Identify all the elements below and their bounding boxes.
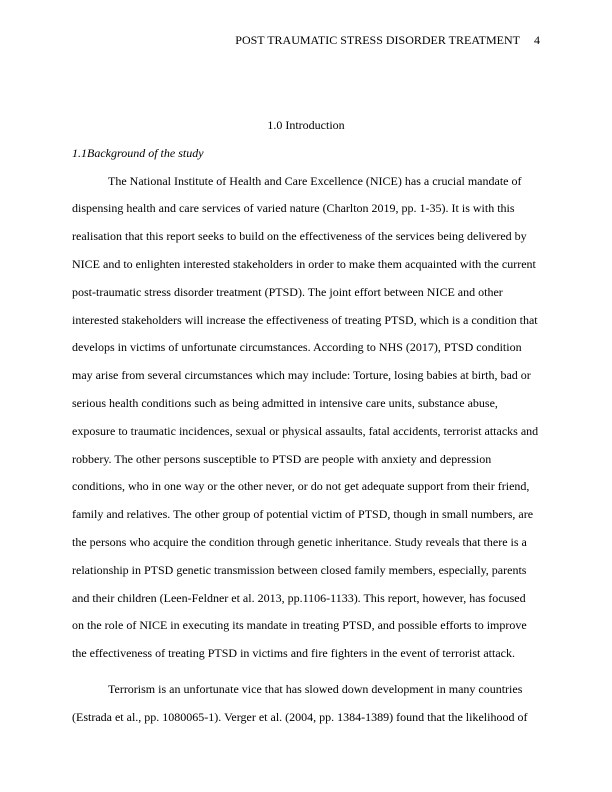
paragraph: Terrorism is an unfortunate vice that has slowed down development in many countries (Estrada et al., pp. 1080065-1). Verger et al. (2004, pp. 1384-1389) found that the likelihood of bbox=[72, 681, 528, 724]
page-header bbox=[72, 33, 540, 48]
page-number: 4 bbox=[534, 33, 540, 47]
running-head-title: POST TRAUMATIC STRESS DISORDER TREATMENT bbox=[235, 33, 520, 47]
subsection-heading: 1.1Background of the study bbox=[72, 145, 204, 160]
document-body bbox=[72, 112, 540, 732]
paragraph: The National Institute of Health and Care Excellence (NICE) has a crucial mandate of dispensing health and care services of varied nature (Charlton 2019, pp. 1-35). It is with this realisation that this report seeks to build on the effectiveness of the services being delivered by NICE and to enlighten interested stakeholders in order to make them acquainted with the current post-traumatic stress disorder treatment (PTSD). The joint effort between NICE and other interested stakeholders will increase the effectiveness of treating PTSD, which is a condition that develops in victims of unfortunate circumstances. According to NHS (2017), PTSD condition may arise from several circumstances which may include: Torture, losing babies at birth, bad or serious health conditions such as being admitted in intensive care units, substance abuse, exposure to traumatic incidences, sexual or physical assaults, fatal accidents, terrorist attacks and robbery. The other persons susceptible to PTSD are people with anxiety and depression conditions, who in one way or the other never, or do not get adequate support from their friend, family and relatives. The other group of potential victim of PTSD, though in small numbers, are the persons who acquire the condition through genetic inheritance. Study reveals that there is a relationship in PTSD genetic transmission between closed family members, especially, parents and their children (Leen-Feldner et al. 2013, pp.1106-1133). This report, however, has focused on the role of NICE in executing its mandate in treating PTSD, and possible efforts to improve the effectiveness of treating PTSD in victims and fire fighters in the event of terrorist attack. bbox=[72, 173, 539, 661]
section-heading: 1.0 Introduction bbox=[267, 118, 345, 132]
